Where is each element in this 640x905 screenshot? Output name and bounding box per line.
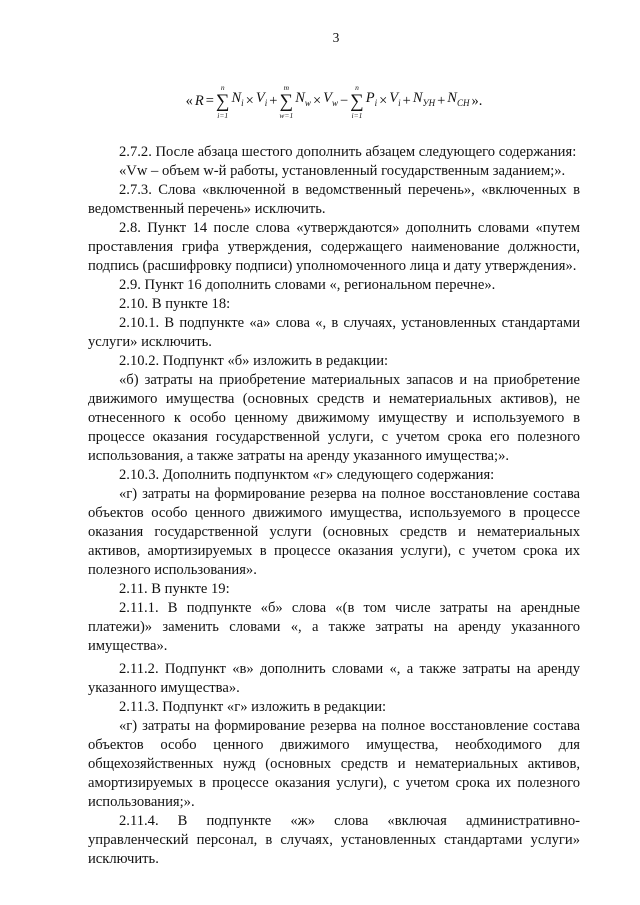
formula-sum-1: n ∑ i=1 <box>215 82 230 120</box>
formula-eq: = <box>205 92 214 109</box>
paragraph-2-7-2: 2.7.2. После абзаца шестого дополнить абзацем следующего содержания: <box>119 144 577 160</box>
paragraph-2-11: 2.11. В пункте 19: <box>119 581 230 597</box>
formula-term-2: $N_w$ <box>295 90 311 108</box>
paragraph-2-11-2: 2.11.2. Подпункт «в» дополнить словами «, а также затраты на аренду указанного имущества». <box>88 661 580 696</box>
formula-sum-2: m ∑ w=1 <box>279 82 294 120</box>
page-number: 3 <box>332 30 340 45</box>
formula-sum-3: n ∑ i=1 <box>350 82 364 120</box>
paragraph-2-9: 2.9. Пункт 16 дополнить словами «, региональном перечне». <box>119 277 496 293</box>
formula-term-4: $N_{УН}$ <box>412 90 436 108</box>
formula-term-3: $P_i$ <box>365 90 378 108</box>
formula-term-2b: $V_w$ <box>323 90 338 108</box>
formula-open-quote: « <box>185 92 193 109</box>
paragraph-vw-definition: «Vw – объем w-й работы, установленный государственным заданием;». <box>119 163 566 179</box>
formula-close-quote: ». <box>471 92 483 109</box>
formula-lhs: R <box>194 92 204 109</box>
paragraph-2-10-1: 2.10.1. В подпункте «а» слова «, в случаях, установленных стандартами услуги» исключить. <box>88 315 580 350</box>
paragraph-2-11-1: 2.11.1. В подпункте «б» слова «(в том числе затраты на арендные платежи)» заменить словами «, а также затраты на аренду указанного имущества». <box>88 600 580 654</box>
paragraph-2-10-3: 2.10.3. Дополнить подпунктом «г» следующего содержания: <box>119 467 495 483</box>
paragraph-2-7-3: 2.7.3. Слова «включенной в ведомственный перечень», «включенных в ведомственный перечень» исключить. <box>88 182 580 217</box>
paragraph-2-11-3: 2.11.3. Подпункт «г» изложить в редакции: <box>119 699 387 715</box>
paragraph-subitem-g-2: «г) затраты на формирование резерва на полное восстановление состава объектов особо ценного движимого имущества, необходимого для общехозяйственных нужд (основных средств и нематериальных активов, амортизируемых в процессе оказания услуги), с учетом срока их полезного использования;». <box>88 718 580 810</box>
formula-term-1: $N_i$ <box>231 90 244 108</box>
paragraph-2-11-4: 2.11.4. В подпункте «ж» слова «включая административно-управленческий персонал, в случаях, установленных стандартами услуги» исключить. <box>88 813 580 867</box>
formula: « R = n ∑ i=1 $N_i$ × $V_i$ + m ∑ w=1 $N_w$ × $V_w$ − n ∑ i=1 $P_i$ × $V_i$ + $N_{УН}$ + $N_{СН}$ ». <box>185 82 483 120</box>
body-text <box>88 143 580 869</box>
formula-term-1b: $V_i$ <box>255 90 268 108</box>
paragraph-2-10: 2.10. В пункте 18: <box>119 296 231 312</box>
formula-term-3b: $V_i$ <box>389 90 401 108</box>
paragraph-subitem-g: «г) затраты на формирование резерва на полное восстановление состава объектов особо ценного движимого имущества, используемого в процессе оказания государственной услуги (основных средств и нематериальных активов, амортизируемых в процессе оказания услуги), с учетом срока их полезного использования». <box>88 486 580 578</box>
formula-term-5: $N_{СН}$ <box>447 90 470 108</box>
paragraph-subitem-b: «б) затраты на приобретение материальных запасов и на приобретение движимого имущества (основных средств и нематериальных активов), не отнесенного к особо ценному движимому имуществу и используемого в процессе оказания государственной услуги, с учетом срока его полезного использования, а также затраты на аренду указанного имущества;». <box>88 372 580 464</box>
paragraph-2-10-2: 2.10.2. Подпункт «б» изложить в редакции: <box>119 353 389 369</box>
paragraph-2-8: 2.8. Пункт 14 после слова «утверждаются» дополнить словами «путем проставления грифа утверждения, содержащего наименование должности, подпись (расшифровку подписи) уполномоченного лица и дату утверждения». <box>88 220 580 274</box>
